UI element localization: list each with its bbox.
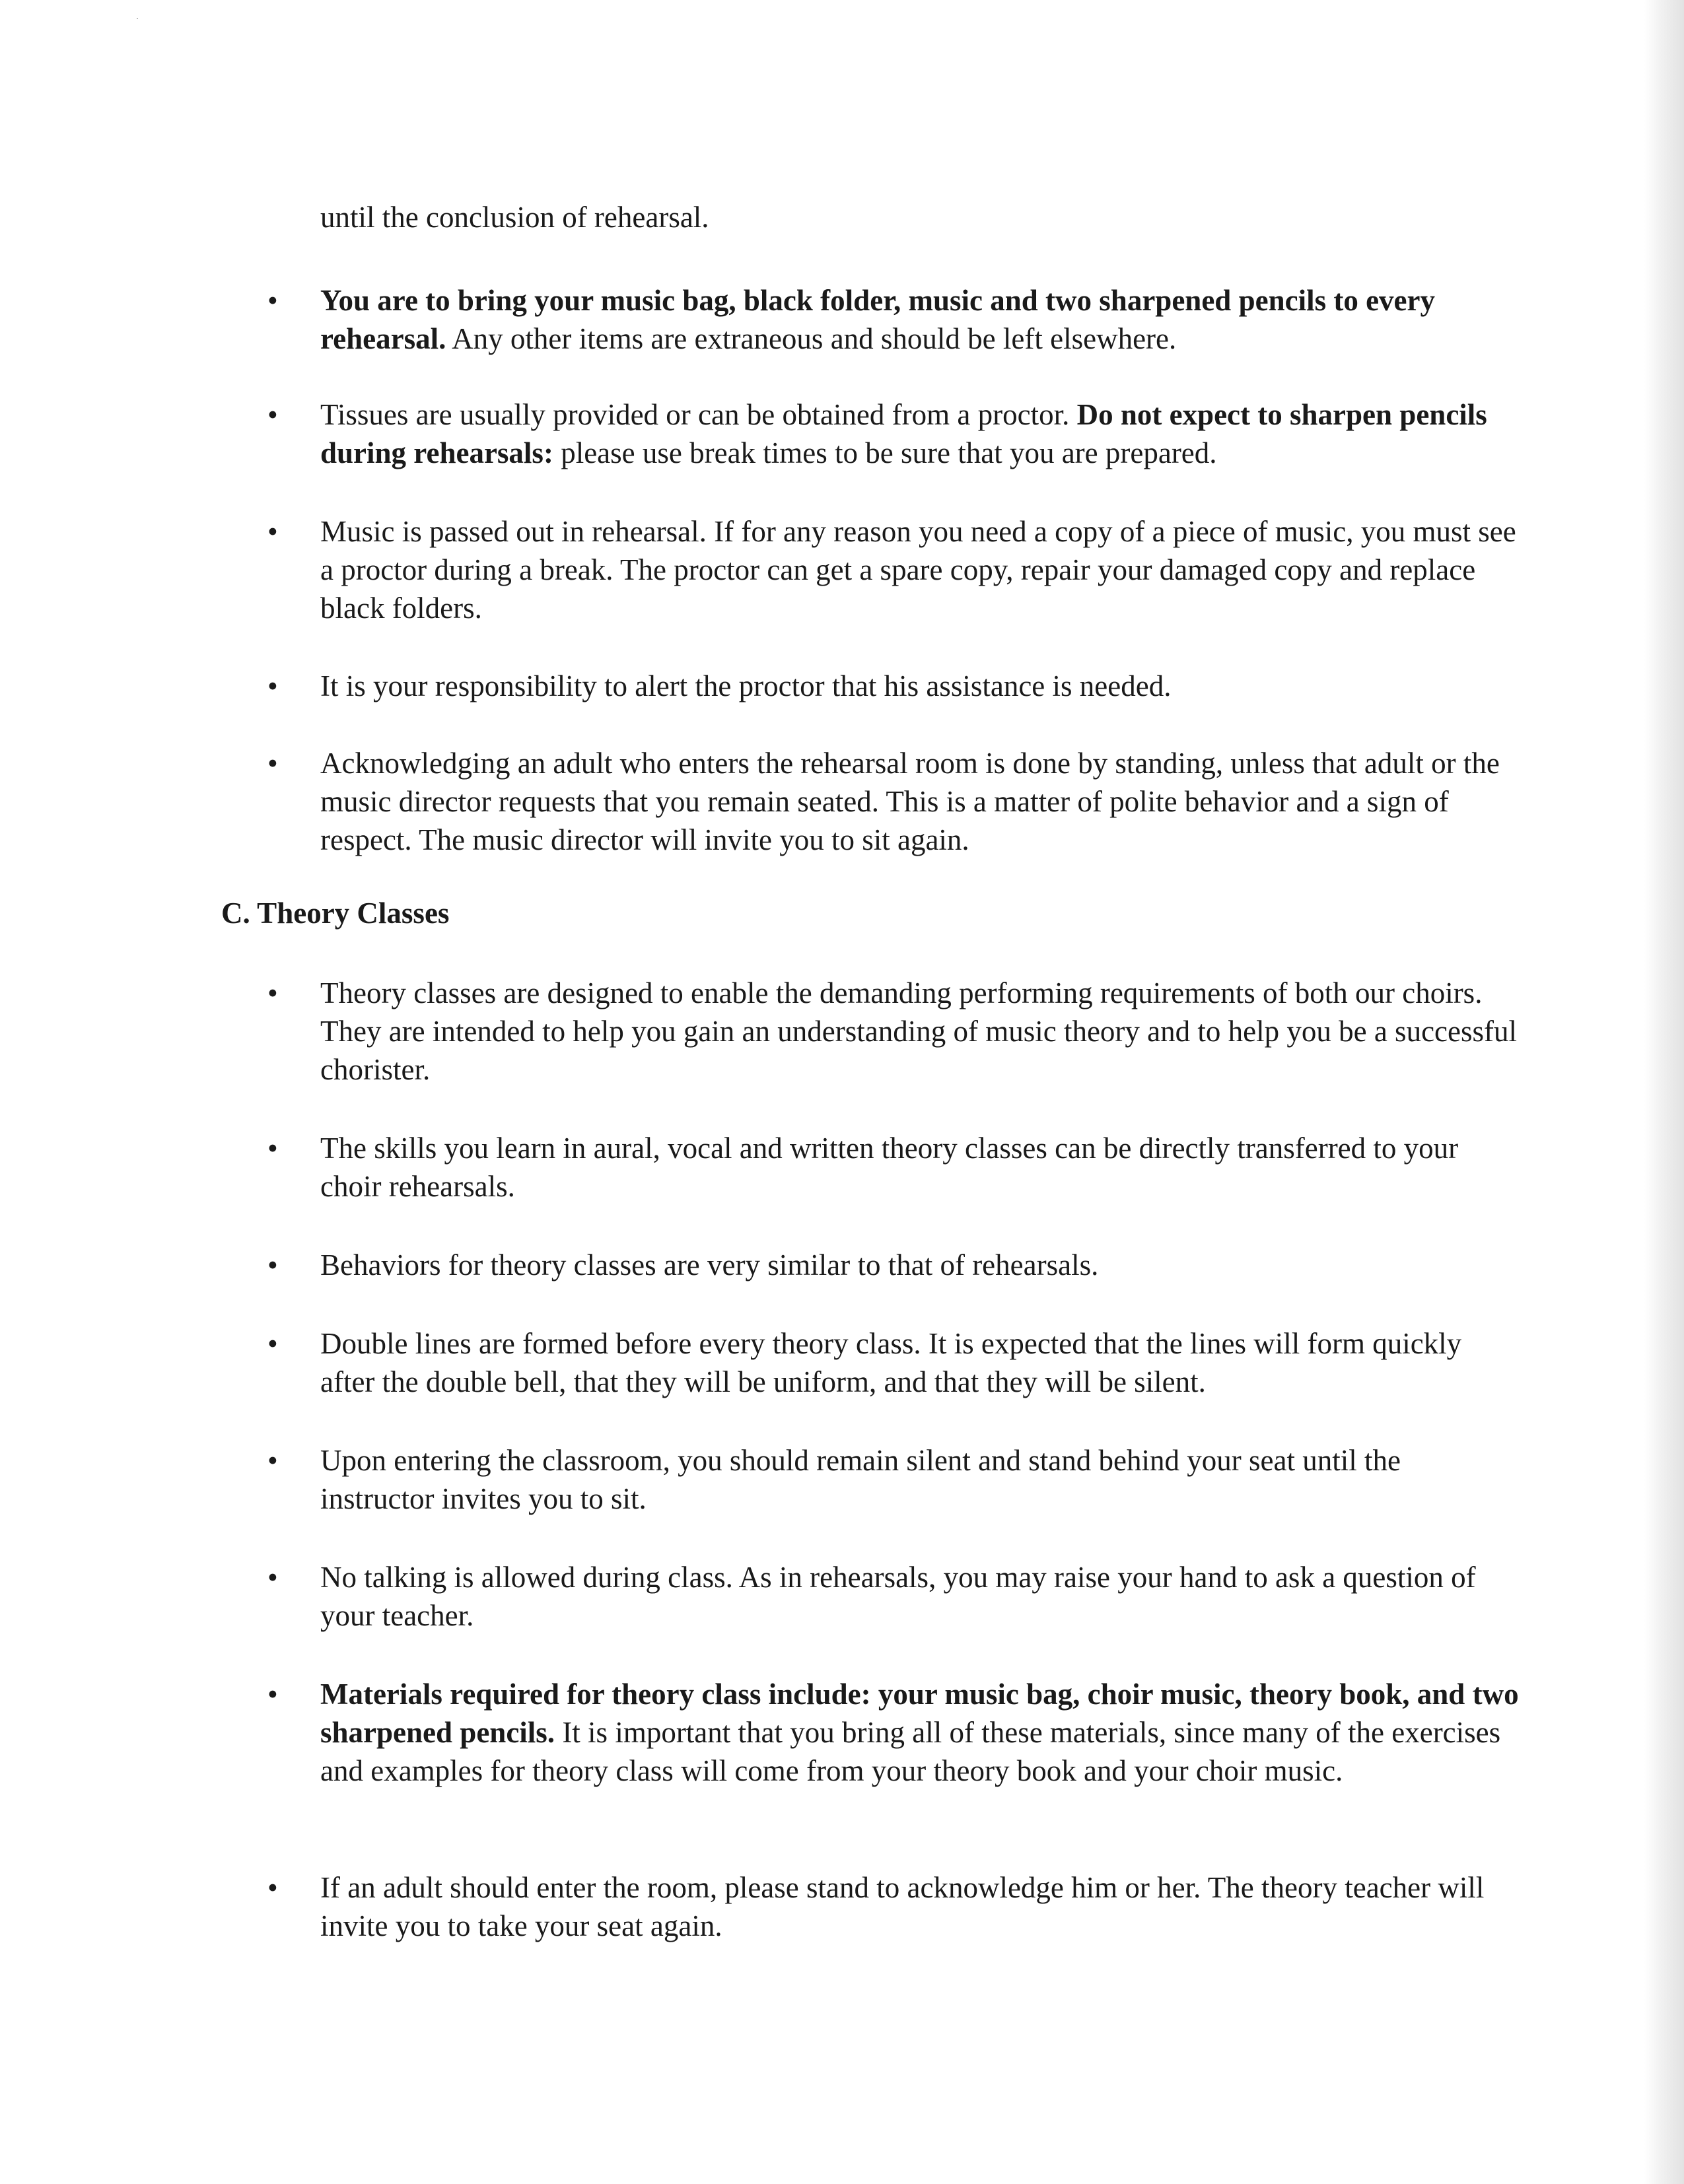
list-item-text: You are to bring your music bag, black folder, music and two sharpened pencils to every rehearsal. Any other items are extraneous and should be left elsewhere. bbox=[320, 284, 1436, 355]
bullet-icon: • bbox=[267, 669, 278, 702]
bullet-icon: • bbox=[267, 1561, 278, 1594]
list-item-text: Theory classes are designed to enable the demanding performing requirements of both our choirs. They are intended to help you gain an understanding of music theory and to help you be a successful chorister. bbox=[320, 976, 1517, 1086]
list-item-text: Music is passed out in rehearsal. If for any reason you need a copy of a piece of music, you must see a proctor during a break. The proctor can get a spare copy, repair your damaged copy and replace black folders. bbox=[320, 515, 1516, 625]
list-item-text: Double lines are formed before every theory class. It is expected that the lines will form quickly after the double bell, that they will be uniform, and that they will be silent. bbox=[320, 1327, 1462, 1398]
bullet-icon: • bbox=[267, 1327, 278, 1360]
list-item-text: No talking is allowed during class. As in rehearsals, you may raise your hand to ask a question of your teacher. bbox=[320, 1561, 1476, 1632]
bullet-icon: • bbox=[267, 1444, 278, 1477]
bullet-icon: • bbox=[267, 976, 278, 1009]
bullet-icon: • bbox=[267, 515, 278, 548]
list-item-text: If an adult should enter the room, please stand to acknowledge him or her. The theory teacher will invite you to take your seat again. bbox=[320, 1871, 1485, 1942]
list-item-text: It is your responsibility to alert the proctor that his assistance is needed. bbox=[320, 669, 1172, 702]
bullet-icon: • bbox=[267, 284, 278, 317]
list-item-text: Behaviors for theory classes are very similar to that of rehearsals. bbox=[320, 1248, 1099, 1281]
list-item-text: The skills you learn in aural, vocal and written theory classes can be directly transferred to your choir rehearsals. bbox=[320, 1132, 1459, 1203]
scan-speck bbox=[137, 18, 138, 19]
bullet-icon: • bbox=[267, 747, 278, 780]
bullet-icon: • bbox=[267, 1132, 278, 1165]
bullet-icon: • bbox=[267, 1678, 278, 1711]
list-item-text: Materials required for theory class include: your music bag, choir music, theory book, and two sharpened pencils. It is important that you bring all of these materials, since many of the exercises and examples for theory class will come from your theory book and your choir music. bbox=[320, 1678, 1519, 1787]
list-item-text: Acknowledging an adult who enters the rehearsal room is done by standing, unless that adult or the music director requests that you remain seated. This is a matter of polite behavior and a sign of respect. The music director will invite you to sit again. bbox=[320, 747, 1500, 856]
continuation-paragraph: until the conclusion of rehearsal. bbox=[320, 201, 709, 234]
bullet-icon: • bbox=[267, 1248, 278, 1281]
bullet-icon: • bbox=[267, 398, 278, 431]
list-item-text: Tissues are usually provided or can be obtained from a proctor. Do not expect to sharpen pencils during rehearsals: please use break times to be sure that you are prepared. bbox=[320, 398, 1487, 469]
section-heading: C. Theory Classes bbox=[221, 897, 450, 930]
list-item-text: Upon entering the classroom, you should remain silent and stand behind your seat until the instructor invites you to sit. bbox=[320, 1444, 1401, 1515]
bullet-icon: • bbox=[267, 1871, 278, 1904]
